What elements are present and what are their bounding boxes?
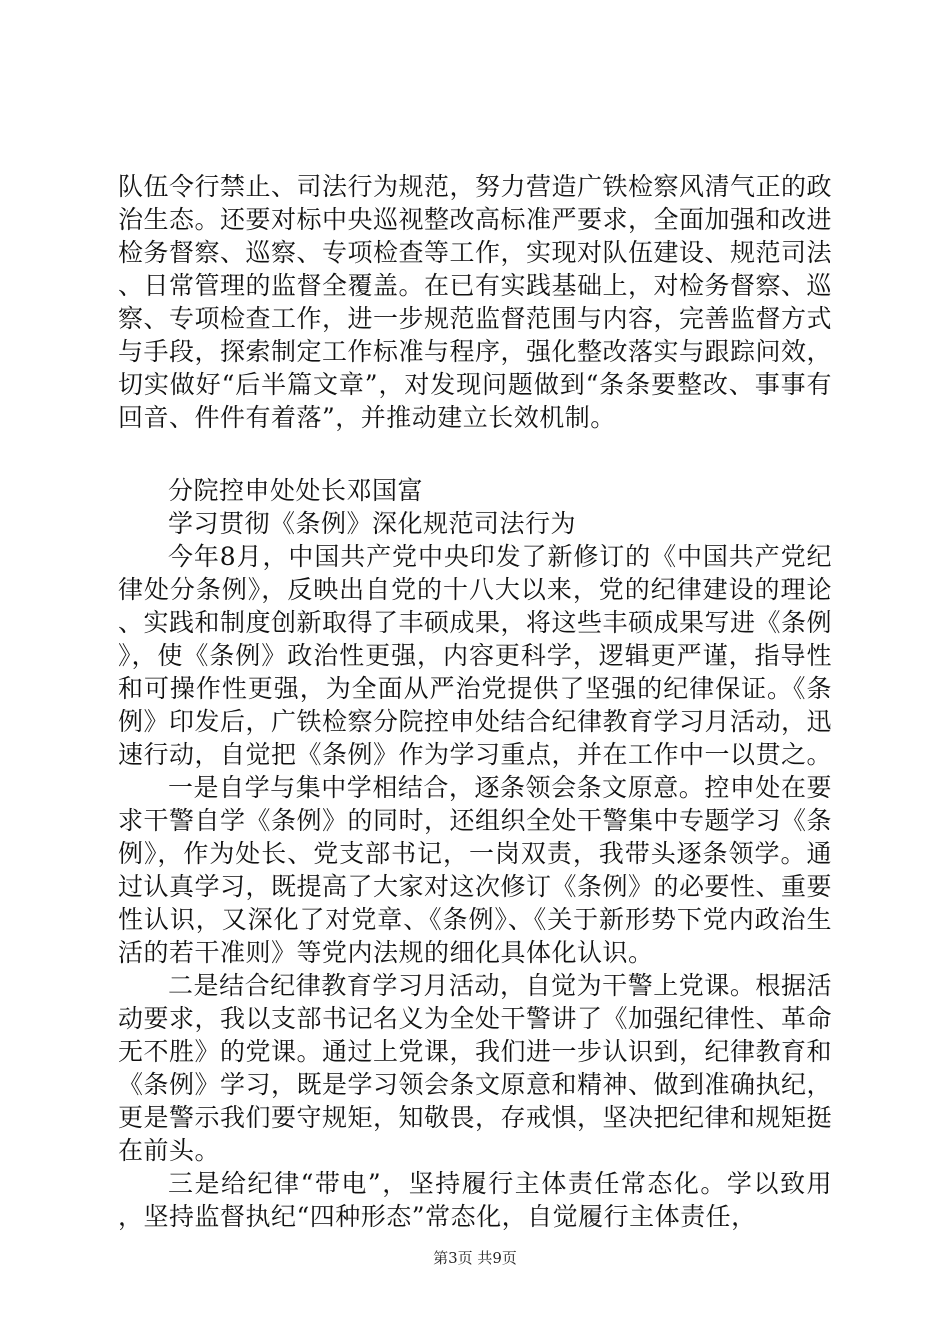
article-title: 学习贯彻《条例》深化规范司法行为 <box>168 509 577 538</box>
page-number-footer: 第3页 共9页 <box>433 1249 517 1267</box>
paragraph-point-two: 二是结合纪律教育学习月活动，自觉为干警上党课。根据活动要求，我以支部书记名义为全处干警讲了《加强纪律性、革命无不胜》的党课。通过上党课，我们进一步认识到，纪律教育和《条例》学习，既是学习领会条文原意和精神、做到准确执纪，更是警示我们要守规矩，知敬畏，存戒惧，坚决把纪律和规矩挺在前头。 <box>118 971 833 1165</box>
author-line: 分院控申处处长邓国富 <box>168 476 424 505</box>
paragraph-gap <box>118 434 832 474</box>
paragraph-point-one: 一是自学与集中学相结合，逐条领会条文原意。控申处在要求干警自学《条例》的同时，还组织全处干警集中专题学习《条例》，作为处长、党支部书记，一岗双责，我带头逐条领学。通过认真学习，既提高了大家对这次修订《条例》的必要性、重要性认识，又深化了对党章、《条例》、《关于新形势下党内政治生活的若干准则》等党内法规的细化具体化认识。 <box>118 773 833 967</box>
paragraph-continued: 队伍令行禁止、司法行为规范，努力营造广铁检察风清气正的政治生态。还要对标中央巡视整改高标准严要求，全面加强和改进检务督察、巡察、专项检查等工作，实现对队伍建设、规范司法、日常管理的监督全覆盖。在已有实践基础上，对检务督察、巡察、专项检查工作，进一步规范监督范围与内容，完善监督方式与手段，探索制定工作标准与程序，强化整改落实与跟踪问效，切实做好“后半篇文章”，对发现问题做到“条条要整改、事事有回音、件件有着落”，并推动建立长效机制。 <box>118 172 833 432</box>
document-body <box>118 170 832 1233</box>
paragraph-point-three: 三是给纪律“带电”，坚持履行主体责任常态化。学以致用，坚持监督执纪“四种形态”常态化，自觉履行主体责任， <box>118 1169 832 1231</box>
paragraph-intro: 今年8月，中国共产党中央印发了新修订的《中国共产党纪律处分条例》，反映出自党的十八大以来，党的纪律建设的理论、实践和制度创新取得了丰硕成果，将这些丰硕成果写进《条例》，使《条例》政治性更强，内容更科学，逻辑更严谨，指导性和可操作性更强，为全面从严治党提供了坚强的纪律保证。《条例》印发后，广铁检察分院控申处结合纪律教育学习月活动，迅速行动，自觉把《条例》作为学习重点，并在工作中一以贯之。 <box>118 542 833 769</box>
